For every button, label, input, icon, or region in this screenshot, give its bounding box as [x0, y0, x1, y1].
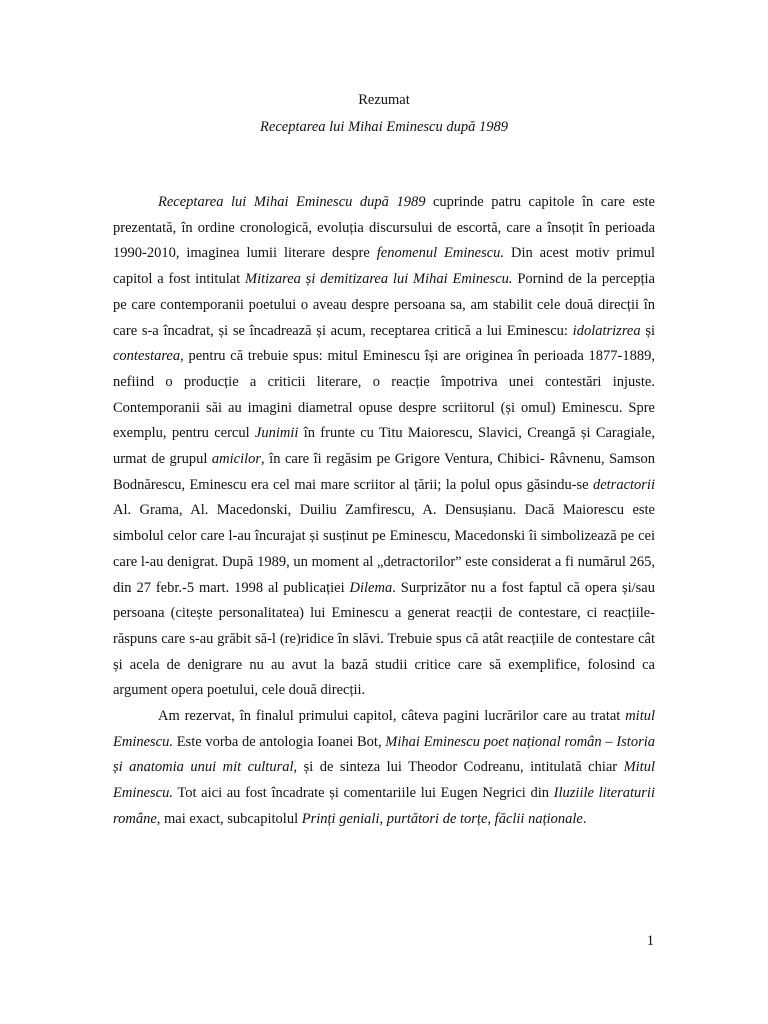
text-run: , în care îi regăsim pe Grigore Ventura, Chibici- Râvnenu, Samson Bodnărescu, Eminescu era cel mai mare scriitor al țării; la polul opus găsindu-se	[113, 451, 655, 493]
text-run: cuprinde patru capitole în care este prezentată, în ordine cronologică, evoluția discursului de escortă, care a însoțit în perioada 1990-2010, imaginea lumii literare despre	[113, 194, 655, 262]
text-run: , pentru că trebuie spus: mitul Eminescu își are originea în perioada 1877-1889, nefiind o producție a criticii literare, o reacție împotriva unei contestări injuste. Contemporanii săi au imagini diametral opuse despre scriitorul (și omul) Eminescu. Spre exemplu, pentru cercul	[113, 348, 655, 442]
italic-text-run: amicilor	[211, 451, 262, 468]
text-run: în frunte cu Titu Maiorescu, Slavici, Creangă și Caragiale, urmat de grupul	[113, 425, 655, 468]
italic-text-run: detractorii	[592, 476, 655, 493]
italic-text-run: Receptarea lui Mihai Eminescu după 1989	[158, 194, 426, 210]
text-run: Am rezervat, în finalul primului capitol, câteva pagini lucrărilor care au tratat	[158, 708, 626, 725]
italic-text-run: fenomenul Eminescu.	[376, 245, 505, 262]
italic-text-run: mitul Eminescu.	[113, 708, 655, 750]
italic-text-run: Iluziile literaturii române	[113, 785, 655, 827]
text-run: Tot aici au fost încadrate și comentariile lui Eugen Negrici din	[173, 785, 554, 802]
text-run: Al. Grama, Al. Macedonski, Duiliu Zamfirescu, A. Densușianu. Dacă Maiorescu este simbolul celor care l-au încurajat și susținut pe Eminescu, Macedonski îi simbolizează pe cei care l-au denigrat. După 1989, un moment al „detractorilor” este considerat a fi numărul 265, din 27 febr.-5 mart. 1998 al publicației	[113, 502, 655, 596]
italic-text-run: Prinți geniali, purtători de torțe, făclii naționale	[301, 810, 583, 827]
page-number: 1	[646, 933, 654, 949]
italic-text-run: Mitizarea și demitizarea lui Mihai Eminescu.	[245, 271, 513, 288]
text-run: , mai exact, subcapitolul	[156, 810, 302, 827]
text-run: și	[640, 322, 656, 339]
text-run: . Surprizător nu a fost faptul că opera și/sau persoana (citește personalitatea) lui Eminescu a generat reacții de contestare, ci reacțiile-răspuns care s-au grăbit să-l (re)ridice în slăvi. Trebuie spus că atât reacțiile de contestare cât și acela de denigrare nu au avut la bază studii critice care să exemplifice, folosind ca argument opera poetului, cele două direcții.	[113, 579, 655, 699]
paragraph	[113, 704, 655, 833]
document-body	[113, 190, 655, 833]
document-subtitle: Receptarea lui Mihai Eminescu după 1989	[260, 119, 508, 135]
text-run: Este vorba de antologia Ioanei Bot,	[173, 733, 386, 750]
text-run: Din acest motiv primul capitol a fost intitulat	[113, 245, 655, 288]
italic-text-run: Mitul Eminescu.	[113, 759, 655, 802]
document-title: Rezumat	[358, 92, 410, 108]
italic-text-run: Junimii	[254, 425, 299, 442]
text-run: și de sinteza lui Theodor Codreanu, intitulată chiar	[297, 759, 624, 776]
italic-text-run: contestarea	[113, 348, 181, 365]
italic-text-run: Dilema	[349, 579, 393, 596]
italic-text-run: Mihai Eminescu poet național român – Istoria și anatomia unui mit cultural,	[113, 733, 655, 776]
text-run: Pornind de la percepția pe care contemporanii poetului o aveau despre persoana sa, am stabilit cele două direcții în care s-a încadrat, și se încadrează și acum, receptarea critică a lui Eminescu:	[113, 271, 655, 339]
text-run: .	[582, 810, 587, 827]
paragraph	[113, 190, 655, 704]
italic-text-run: idolatrizrea	[572, 322, 641, 339]
